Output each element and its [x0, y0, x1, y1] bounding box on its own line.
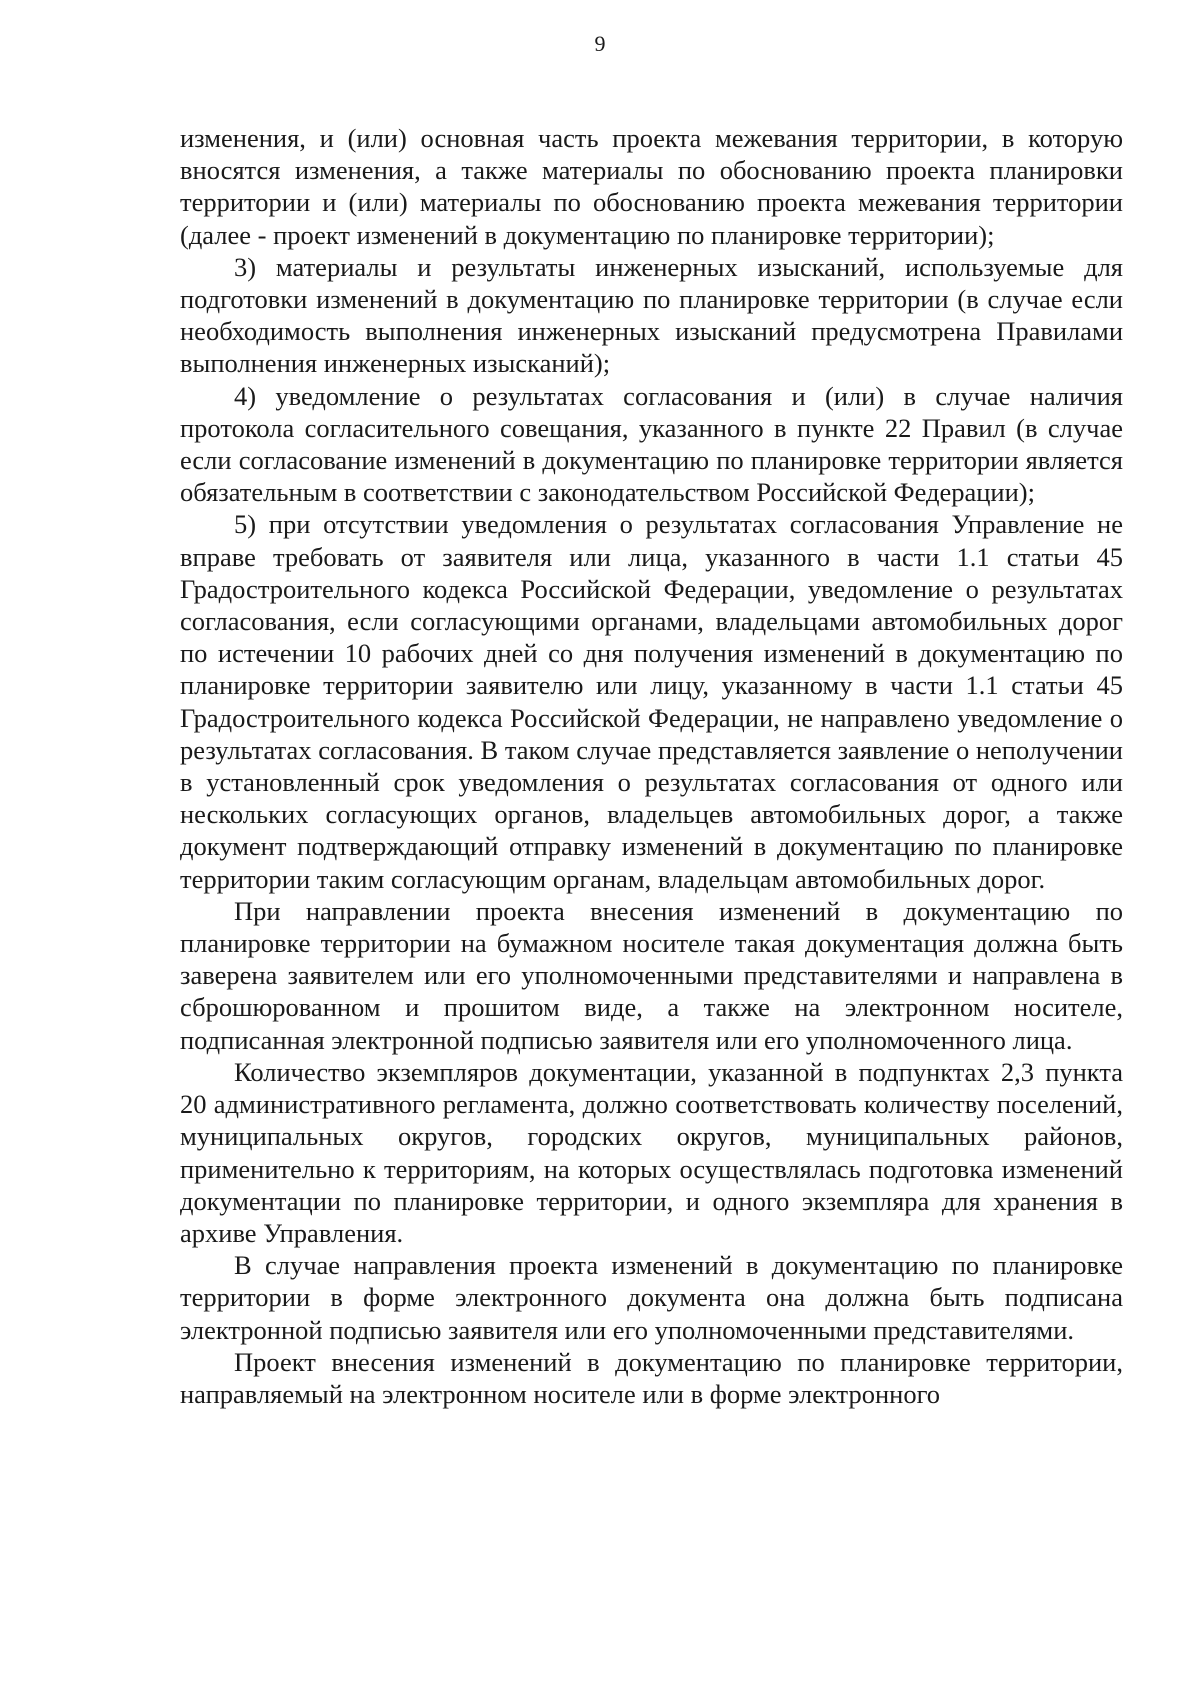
- paragraph-7: В случае направления проекта изменений в документацию по планировке территории в форме электронного документа она должна быть подписана электронной подписью заявителя или его уполномоченными представителями.: [180, 1250, 1123, 1345]
- page-number: 9: [594, 31, 606, 56]
- paragraph-2: 3) материалы и результаты инженерных изысканий, используемые для подготовки изменений в документацию по планировке территории (в случае если необходимость выполнения инженерных изысканий предусмотрена Правилами выполнения инженерных изысканий);: [180, 251, 1123, 379]
- paragraph-3: 4) уведомление о результатах согласования и (или) в случае наличия протокола согласительного совещания, указанного в пункте 22 Правил (в случае если согласование изменений в документацию по планировке территории является обязательным в соответствии с законодательством Российской Федерации);: [180, 380, 1123, 508]
- document-body: [180, 122, 1123, 1410]
- paragraph-1: изменения, и (или) основная часть проекта межевания территории, в которую вносятся изменения, а также материалы по обоснованию проекта планировки территории и (или) материалы по обоснованию проекта межевания территории (далее - проект изменений в документацию по планировке территории);: [180, 123, 1123, 250]
- paragraph-8: Проект внесения изменений в документацию по планировке территории, направляемый на электронном носителе или в форме электронного: [180, 1346, 1123, 1409]
- paragraph-5: При направлении проекта внесения изменений в документацию по планировке территории на бумажном носителе такая документация должна быть заверена заявителем или его уполномоченными представителями и направлена в сброшюрованном и прошитом виде, а также на электронном носителе, подписанная электронной подписью заявителя или его уполномоченного лица.: [180, 895, 1123, 1055]
- paragraph-4: 5) при отсутствии уведомления о результатах согласования Управление не вправе требовать от заявителя или лица, указанного в части 1.1 статьи 45 Градостроительного кодекса Российской Федерации, уведомление о результатах согласования, если согласующими органами, владельцами автомобильных дорог по истечении 10 рабочих дней со дня получения изменений в документацию по планировке территории заявителю или лицу, указанному в части 1.1 статьи 45 Градостроительного кодекса Российской Федерации, не направлено уведомление о результатах согласования. В таком случае представляется заявление о неполучении в установленный срок уведомления о результатах согласования от одного или нескольких согласующих органов, владельцев автомобильных дорог, а также документ подтверждающий отправку изменений в документацию по планировке территории таким согласующим органам, владельцам автомобильных дорог.: [180, 509, 1123, 894]
- paragraph-6: Количество экземпляров документации, указанной в подпунктах 2,3 пункта 20 административного регламента, должно соответствовать количеству поселений, муниципальных округов, городских округов, муниципальных районов, применительно к территориям, на которых осуществлялась подготовка изменений документации по планировке территории, и одного экземпляра для хранения в архиве Управления.: [180, 1056, 1123, 1248]
